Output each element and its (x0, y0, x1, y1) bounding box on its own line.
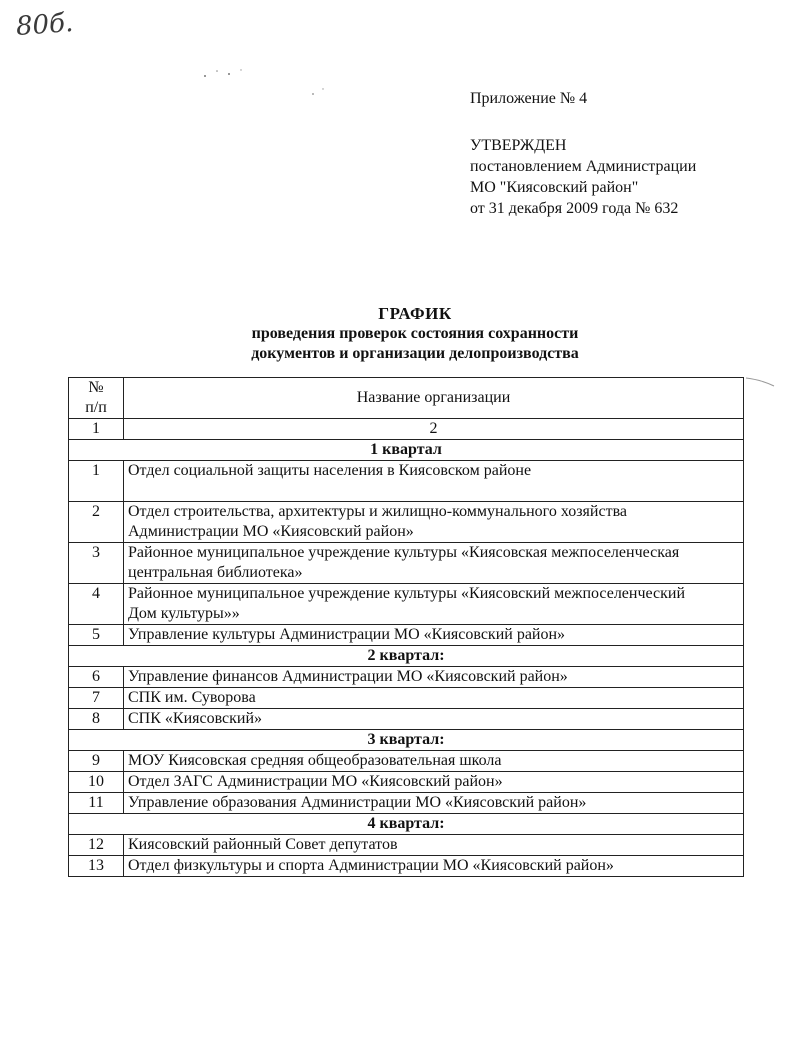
col-index-2: 2 (124, 419, 744, 440)
organization-name: МОУ Киясовская средняя общеобразовательная школа (124, 751, 744, 772)
quarter-4-label: 4 квартал: (69, 814, 744, 835)
row-number: 11 (69, 793, 124, 814)
organization-name: Управление культуры Администрации МО «Киясовский район» (124, 625, 744, 646)
quarter-4-row (69, 814, 744, 835)
table-row (69, 835, 744, 856)
table-row (69, 751, 744, 772)
scan-edge-mark (744, 372, 784, 392)
organization-name: Отдел строительства, архитектуры и жилищно-коммунального хозяйства Администрации МО «Киясовский район» (124, 502, 744, 543)
row-number: 1 (69, 461, 124, 502)
approval-block (470, 135, 696, 219)
column-index-row (69, 419, 744, 440)
approved-by: постановлением Администрации (470, 158, 697, 175)
title-main: ГРАФИК (378, 304, 452, 323)
row-number: 2 (69, 502, 124, 543)
row-number: 10 (69, 772, 124, 793)
organization-name: СПК им. Суворова (124, 688, 744, 709)
table-row (69, 461, 744, 502)
title-line-1: проведения проверок состояния сохранности (251, 325, 579, 342)
table-row (69, 543, 744, 584)
organization-name: Управление финансов Администрации МО «Киясовский район» (124, 667, 744, 688)
table-header-row (69, 378, 744, 419)
row-number: 4 (69, 584, 124, 625)
document-title (0, 304, 800, 364)
scan-specks (195, 62, 345, 112)
row-number: 3 (69, 543, 124, 584)
row-number: 13 (69, 856, 124, 877)
row-number: 7 (69, 688, 124, 709)
organization-name: Отдел физкультуры и спорта Администрации МО «Киясовский район» (124, 856, 744, 877)
quarter-3-label: 3 квартал: (69, 730, 744, 751)
organization-name: Районное муниципальное учреждение культуры «Киясовская межпоселенческая центральная библиотека» (124, 543, 744, 584)
table-row (69, 709, 744, 730)
quarter-2-row (69, 646, 744, 667)
col-name-header: Название организации (124, 378, 744, 419)
row-number: 12 (69, 835, 124, 856)
organization-name: Киясовский районный Совет депутатов (124, 835, 744, 856)
table-row (69, 856, 744, 877)
table-row (69, 667, 744, 688)
table-row (69, 502, 744, 543)
approved-date: от 31 декабря 2009 года № 632 (470, 200, 679, 217)
organization-name: Районное муниципальное учреждение культуры «Киясовский межпоселенческий Дом культуры»» (124, 584, 744, 625)
organization-name: Отдел социальной защиты населения в Киясовском районе (124, 461, 744, 502)
col-number-header: № п/п (69, 378, 124, 419)
row-number: 8 (69, 709, 124, 730)
row-number: 5 (69, 625, 124, 646)
organization-name: Отдел ЗАГС Администрации МО «Киясовский район» (124, 772, 744, 793)
quarter-1-row (69, 440, 744, 461)
approved-label: УТВЕРЖДЕН (470, 137, 567, 154)
organization-name: СПК «Киясовский» (124, 709, 744, 730)
col-index-1: 1 (69, 419, 124, 440)
appendix-label: Приложение № 4 (470, 90, 588, 107)
handwritten-page-number: 80б. (15, 8, 75, 42)
approved-district: МО "Киясовский район" (470, 179, 639, 196)
table-row (69, 584, 744, 625)
row-number: 6 (69, 667, 124, 688)
schedule-table (68, 377, 744, 877)
quarter-1-label: 1 квартал (69, 440, 744, 461)
table-row (69, 793, 744, 814)
title-line-2: документов и организации делопроизводства (251, 345, 579, 362)
row-number: 9 (69, 751, 124, 772)
table-row (69, 625, 744, 646)
table-row (69, 688, 744, 709)
organization-name: Управление образования Администрации МО «Киясовский район» (124, 793, 744, 814)
quarter-3-row (69, 730, 744, 751)
quarter-2-label: 2 квартал: (69, 646, 744, 667)
table-row (69, 772, 744, 793)
